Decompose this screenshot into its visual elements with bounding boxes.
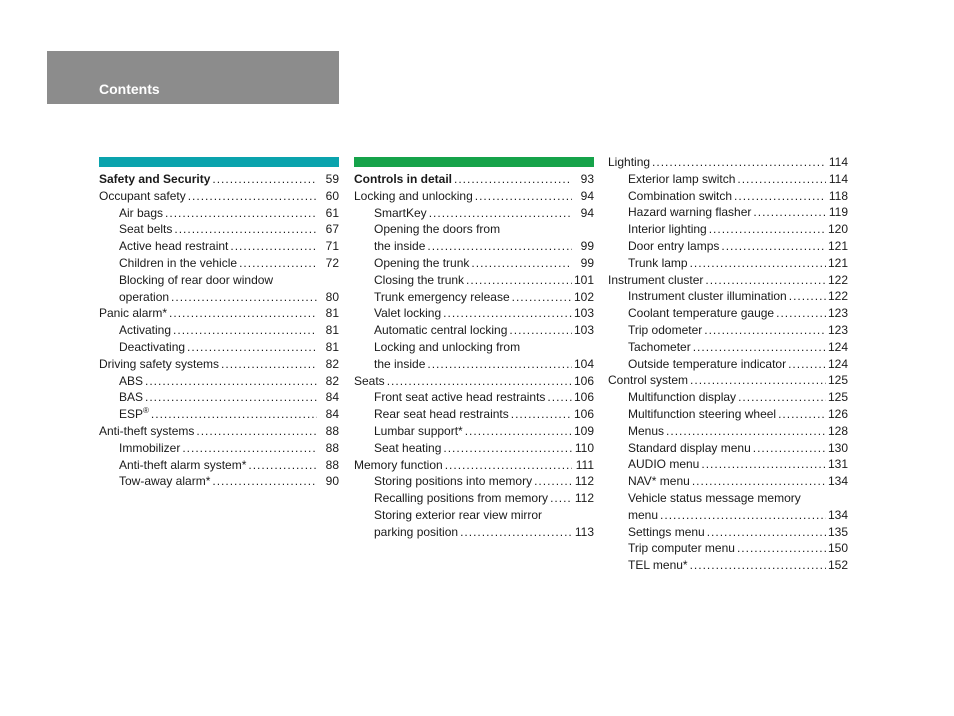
toc-entry-label: Standard display menu bbox=[628, 440, 751, 455]
toc-entry[interactable] bbox=[608, 406, 848, 423]
dot-leader bbox=[788, 356, 826, 373]
dot-leader bbox=[709, 221, 826, 238]
toc-entry-label: Automatic central locking bbox=[374, 323, 508, 338]
toc-entry[interactable] bbox=[608, 540, 848, 557]
toc-entry[interactable] bbox=[99, 305, 339, 322]
dot-leader bbox=[789, 288, 826, 305]
toc-entry-label: Closing the trunk bbox=[374, 272, 465, 287]
toc-page-number: 135 bbox=[827, 524, 848, 539]
toc-column-3 bbox=[608, 157, 848, 574]
toc-entry-label: Door entry lamps bbox=[628, 238, 720, 253]
toc-page-number: 81 bbox=[325, 306, 339, 321]
toc-page-number: 111 bbox=[575, 457, 594, 472]
toc-entry-label: Settings menu bbox=[628, 524, 705, 539]
toc-entry[interactable] bbox=[354, 339, 594, 356]
toc-entry[interactable] bbox=[99, 255, 339, 272]
dot-leader bbox=[509, 322, 572, 339]
dot-leader bbox=[534, 473, 572, 490]
dot-leader bbox=[443, 305, 572, 322]
toc-entry-label: Instrument cluster illumination bbox=[628, 289, 787, 304]
toc-page-number: 112 bbox=[574, 491, 594, 506]
toc-page-number: 150 bbox=[827, 541, 848, 556]
dot-leader bbox=[511, 406, 572, 423]
toc-entry-label: Tachometer bbox=[628, 339, 691, 354]
toc-entry[interactable] bbox=[608, 305, 848, 322]
dot-leader bbox=[445, 457, 572, 474]
toc-entry-label: Blocking of rear door window bbox=[119, 272, 274, 287]
toc-entry[interactable] bbox=[99, 238, 339, 255]
toc-entry[interactable] bbox=[99, 171, 339, 188]
toc-entry[interactable] bbox=[99, 272, 339, 289]
dot-leader bbox=[666, 423, 826, 440]
toc-entry[interactable] bbox=[354, 373, 594, 390]
dot-leader bbox=[690, 372, 826, 389]
toc-entry[interactable] bbox=[99, 289, 339, 306]
dot-leader bbox=[465, 423, 572, 440]
toc-page-number: 106 bbox=[573, 407, 594, 422]
toc-page-number: 113 bbox=[574, 524, 594, 539]
dot-leader bbox=[387, 373, 572, 390]
toc-entry[interactable] bbox=[354, 440, 594, 457]
toc-entry-label: Combination switch bbox=[628, 188, 733, 203]
dot-leader bbox=[778, 406, 826, 423]
toc-page-number: 121 bbox=[827, 255, 848, 270]
dot-leader bbox=[466, 272, 572, 289]
toc-page-number: 93 bbox=[580, 172, 594, 186]
toc-entry-label: Exterior lamp switch bbox=[628, 171, 736, 186]
toc-page-number: 106 bbox=[573, 373, 594, 388]
toc-entry[interactable] bbox=[99, 322, 339, 339]
toc-entries bbox=[99, 171, 339, 490]
dot-leader bbox=[443, 440, 572, 457]
toc-entry[interactable] bbox=[99, 423, 339, 440]
toc-entry-label: Outside temperature indicator bbox=[628, 356, 787, 371]
dot-leader bbox=[212, 473, 317, 490]
toc-page-number: 60 bbox=[325, 188, 339, 203]
toc-entry-label: ESP® bbox=[119, 406, 149, 422]
toc-entry[interactable] bbox=[354, 188, 594, 205]
dot-leader bbox=[248, 457, 317, 474]
toc-page-number: 114 bbox=[828, 171, 848, 186]
toc-entry[interactable] bbox=[354, 423, 594, 440]
toc-page-number: 71 bbox=[325, 239, 339, 254]
toc-page-number: 130 bbox=[827, 440, 848, 455]
toc-page-number: 99 bbox=[580, 239, 594, 254]
toc-page-number: 123 bbox=[827, 306, 848, 321]
toc-page-number: 81 bbox=[325, 339, 339, 354]
toc-entry[interactable] bbox=[354, 389, 594, 406]
toc-entry[interactable] bbox=[99, 205, 339, 222]
toc-page-number: 88 bbox=[325, 457, 339, 472]
toc-entry[interactable] bbox=[608, 423, 848, 440]
dot-leader bbox=[692, 473, 826, 490]
toc-page-number: 101 bbox=[573, 272, 594, 287]
toc-entry[interactable] bbox=[354, 221, 594, 238]
dot-leader bbox=[230, 238, 317, 255]
toc-page-number: 103 bbox=[573, 323, 594, 338]
toc-entry[interactable] bbox=[99, 339, 339, 356]
toc-entry-label: Multifunction steering wheel bbox=[628, 406, 777, 421]
toc-entry[interactable] bbox=[354, 255, 594, 272]
toc-page-number: 88 bbox=[325, 423, 339, 438]
toc-entry[interactable] bbox=[354, 507, 594, 524]
toc-entry-label: BAS bbox=[119, 390, 144, 405]
dot-leader bbox=[454, 171, 572, 188]
toc-entry-label: Rear seat head restraints bbox=[374, 407, 509, 422]
toc-entry[interactable] bbox=[608, 389, 848, 406]
toc-page-number: 122 bbox=[827, 289, 848, 304]
dot-leader bbox=[512, 289, 572, 306]
toc-page-number: 119 bbox=[828, 205, 848, 220]
toc-entry[interactable] bbox=[608, 557, 848, 574]
dot-leader bbox=[690, 255, 826, 272]
toc-entry-label: TEL menu* bbox=[628, 558, 688, 573]
toc-entry-label: Menus bbox=[628, 423, 665, 438]
toc-page-number: 128 bbox=[827, 423, 848, 438]
dot-leader bbox=[151, 406, 317, 423]
toc-page-number: 59 bbox=[325, 172, 339, 186]
toc-entries bbox=[354, 171, 594, 541]
toc-column-1 bbox=[99, 157, 339, 490]
toc-entry[interactable] bbox=[608, 524, 848, 541]
dot-leader bbox=[690, 557, 826, 574]
toc-entries bbox=[608, 154, 848, 574]
toc-entry[interactable] bbox=[608, 339, 848, 356]
toc-page-number: 82 bbox=[325, 373, 339, 388]
toc-page-number: 84 bbox=[325, 390, 339, 405]
toc-page-number: 125 bbox=[827, 373, 848, 388]
dot-leader bbox=[427, 238, 572, 255]
toc-entry-label: Locking and unlocking from bbox=[374, 339, 521, 354]
dot-leader bbox=[460, 524, 572, 541]
dot-leader bbox=[429, 205, 572, 222]
dot-leader bbox=[707, 524, 826, 541]
dot-leader bbox=[737, 171, 826, 188]
toc-page-number: 81 bbox=[325, 323, 339, 338]
toc-entry[interactable] bbox=[608, 171, 848, 188]
toc-entry-label: Instrument cluster bbox=[608, 272, 704, 287]
toc-entry-label: Active head restraint bbox=[119, 239, 229, 254]
toc-entry-label: Activating bbox=[119, 323, 172, 338]
toc-entry[interactable] bbox=[608, 372, 848, 389]
toc-entry[interactable] bbox=[354, 238, 594, 255]
toc-entry[interactable] bbox=[354, 406, 594, 423]
dot-leader bbox=[550, 490, 572, 507]
dot-leader bbox=[171, 289, 317, 306]
dot-leader bbox=[734, 188, 826, 205]
toc-page-number: 99 bbox=[580, 255, 594, 270]
toc-entry[interactable] bbox=[608, 238, 848, 255]
toc-entry[interactable] bbox=[99, 406, 339, 423]
toc-entry[interactable] bbox=[608, 221, 848, 238]
toc-entry-label: Trunk emergency release bbox=[374, 289, 510, 304]
toc-entry-label: Interior lighting bbox=[628, 222, 707, 237]
toc-page-number: 103 bbox=[573, 306, 594, 321]
toc-page-number: 84 bbox=[325, 407, 339, 422]
toc-page-number: 123 bbox=[827, 322, 848, 337]
toc-page-number: 124 bbox=[827, 356, 848, 371]
section-bar-safety bbox=[99, 157, 339, 167]
dot-leader bbox=[652, 154, 826, 171]
toc-entry-label: Panic alarm* bbox=[99, 306, 168, 321]
toc-entry[interactable] bbox=[354, 171, 594, 188]
toc-entry-label: Immobilizer bbox=[119, 440, 181, 455]
toc-entry[interactable] bbox=[99, 457, 339, 474]
toc-entry-label: Seat heating bbox=[374, 440, 442, 455]
toc-entry-label: Deactivating bbox=[119, 339, 186, 354]
toc-page-number: 110 bbox=[574, 440, 594, 455]
toc-entry-label: SmartKey bbox=[374, 205, 427, 220]
toc-entry[interactable] bbox=[608, 255, 848, 272]
dot-leader bbox=[753, 204, 826, 221]
toc-entry[interactable] bbox=[608, 490, 848, 507]
toc-page-number: 94 bbox=[580, 188, 594, 203]
toc-entry[interactable] bbox=[354, 205, 594, 222]
toc-entry[interactable] bbox=[608, 188, 848, 205]
header-band bbox=[47, 51, 339, 104]
toc-page-number: 72 bbox=[325, 255, 339, 270]
toc-entry[interactable] bbox=[608, 322, 848, 339]
toc-entry-label: Coolant temperature gauge bbox=[628, 306, 775, 321]
toc-entry-label: Locking and unlocking bbox=[354, 188, 473, 203]
toc-page-number: 124 bbox=[827, 339, 848, 354]
toc-page-number: 126 bbox=[827, 406, 848, 421]
toc-page-number: 118 bbox=[828, 188, 848, 203]
toc-entry[interactable] bbox=[99, 373, 339, 390]
dot-leader bbox=[221, 356, 317, 373]
dot-leader bbox=[173, 322, 317, 339]
toc-entry-label: Lumbar support* bbox=[374, 423, 463, 438]
toc-entry-label: Lighting bbox=[608, 155, 651, 169]
dot-leader bbox=[721, 238, 826, 255]
dot-leader bbox=[188, 188, 317, 205]
toc-page-number: 109 bbox=[573, 423, 594, 438]
toc-page-number: 82 bbox=[325, 356, 339, 371]
toc-page-number: 134 bbox=[827, 507, 848, 522]
toc-entry-label: Recalling positions from memory bbox=[374, 491, 549, 506]
toc-entry[interactable] bbox=[99, 389, 339, 406]
toc-entry-label: Safety and Security bbox=[99, 172, 211, 186]
toc-page-number: 114 bbox=[828, 155, 848, 169]
toc-entry-label: the inside bbox=[374, 356, 426, 371]
toc-entry[interactable] bbox=[354, 322, 594, 339]
toc-column-2 bbox=[354, 157, 594, 541]
toc-entry-label: NAV* menu bbox=[628, 474, 690, 489]
dot-leader bbox=[145, 373, 317, 390]
dot-leader bbox=[660, 507, 826, 524]
toc-entry-label: Trip odometer bbox=[628, 322, 703, 337]
toc-entry-label: Seats bbox=[354, 373, 385, 388]
toc-entry[interactable] bbox=[608, 507, 848, 524]
toc-entry[interactable] bbox=[99, 188, 339, 205]
toc-entry[interactable] bbox=[354, 356, 594, 373]
toc-page-number: 106 bbox=[573, 390, 594, 405]
dot-leader bbox=[239, 255, 317, 272]
toc-entry[interactable] bbox=[354, 289, 594, 306]
toc-page-number: 90 bbox=[325, 474, 339, 489]
toc-page-number: 152 bbox=[827, 558, 848, 573]
page-title: Contents bbox=[99, 81, 160, 97]
toc-page-number: 102 bbox=[573, 289, 594, 304]
toc-entry[interactable] bbox=[608, 440, 848, 457]
dot-leader bbox=[738, 389, 826, 406]
dot-leader bbox=[693, 339, 826, 356]
registered-mark: ® bbox=[143, 406, 149, 416]
dot-leader bbox=[427, 356, 572, 373]
dot-leader bbox=[165, 205, 317, 222]
toc-entry[interactable] bbox=[608, 473, 848, 490]
toc-entry-label: Multifunction display bbox=[628, 390, 737, 405]
toc-entry-label: AUDIO menu bbox=[628, 457, 700, 472]
toc-entry-label: Storing positions into memory bbox=[374, 474, 533, 489]
toc-entry[interactable] bbox=[354, 457, 594, 474]
toc-entry-label: Valet locking bbox=[374, 306, 442, 321]
toc-entry-label: operation bbox=[119, 289, 170, 304]
toc-entry[interactable] bbox=[99, 440, 339, 457]
toc-entry-label: Seat belts bbox=[119, 222, 173, 237]
toc-entry-label: Vehicle status message memory bbox=[628, 490, 801, 505]
dot-leader bbox=[701, 456, 826, 473]
toc-entry-label: Driving safety systems bbox=[99, 356, 220, 371]
toc-page-number: 112 bbox=[574, 474, 594, 489]
dot-leader bbox=[705, 272, 826, 289]
toc-entry-label: Occupant safety bbox=[99, 188, 186, 203]
toc-entry-label: Hazard warning flasher bbox=[628, 205, 752, 220]
toc-entry-label: Opening the doors from bbox=[374, 222, 501, 237]
toc-entry-label: Control system bbox=[608, 373, 689, 388]
section-bar-controls bbox=[354, 157, 594, 167]
toc-page-number: 80 bbox=[325, 289, 339, 304]
toc-page-number: 134 bbox=[827, 474, 848, 489]
toc-entry-label: Trunk lamp bbox=[628, 255, 688, 270]
toc-entry[interactable] bbox=[608, 204, 848, 221]
toc-entry-label: Children in the vehicle bbox=[119, 255, 238, 270]
toc-entry-label: ABS bbox=[119, 373, 144, 388]
toc-page-number: 94 bbox=[580, 205, 594, 220]
dot-leader bbox=[547, 389, 572, 406]
toc-entry[interactable] bbox=[354, 524, 594, 541]
toc-entry[interactable] bbox=[354, 305, 594, 322]
toc-entry[interactable] bbox=[354, 473, 594, 490]
dot-leader bbox=[737, 540, 826, 557]
dot-leader bbox=[145, 389, 317, 406]
toc-page-number: 125 bbox=[827, 390, 848, 405]
toc-entry[interactable] bbox=[608, 456, 848, 473]
toc-entry-label: the inside bbox=[374, 239, 426, 254]
toc-entry-label: Anti-theft systems bbox=[99, 423, 195, 438]
dot-leader bbox=[753, 440, 826, 457]
dot-leader bbox=[196, 423, 317, 440]
toc-entry-label: parking position bbox=[374, 524, 459, 539]
toc-entry-label: menu bbox=[628, 507, 659, 522]
dot-leader bbox=[169, 305, 317, 322]
dot-leader bbox=[704, 322, 826, 339]
toc-entry[interactable] bbox=[354, 272, 594, 289]
toc-entry[interactable] bbox=[99, 473, 339, 490]
toc-page-number: 88 bbox=[325, 440, 339, 455]
toc-entry-label: Controls in detail bbox=[354, 172, 453, 186]
toc-entry[interactable] bbox=[354, 490, 594, 507]
toc-entry[interactable] bbox=[99, 356, 339, 373]
dot-leader bbox=[212, 171, 317, 188]
toc-page-number: 61 bbox=[325, 205, 339, 220]
toc-page-number: 104 bbox=[573, 356, 594, 371]
toc-page-number: 120 bbox=[827, 222, 848, 237]
toc-page-number: 67 bbox=[325, 222, 339, 237]
toc-entry[interactable] bbox=[608, 272, 848, 289]
toc-entry-label: Opening the trunk bbox=[374, 255, 470, 270]
toc-page-number: 131 bbox=[827, 457, 848, 472]
toc-entry-label: Tow-away alarm* bbox=[119, 474, 211, 489]
toc-entry-label: Anti-theft alarm system* bbox=[119, 457, 247, 472]
toc-page-number: 122 bbox=[827, 272, 848, 287]
dot-leader bbox=[475, 188, 572, 205]
dot-leader bbox=[182, 440, 317, 457]
toc-entry-label: Front seat active head restraints bbox=[374, 390, 546, 405]
toc-entry-label: Air bags bbox=[119, 205, 164, 220]
toc-entry-label: Trip computer menu bbox=[628, 541, 735, 556]
toc-entry[interactable] bbox=[99, 221, 339, 238]
dot-leader bbox=[187, 339, 317, 356]
toc-page-number: 121 bbox=[827, 238, 848, 253]
dot-leader bbox=[174, 221, 317, 238]
toc-entry-label: Storing exterior rear view mirror bbox=[374, 507, 543, 522]
dot-leader bbox=[471, 255, 572, 272]
dot-leader bbox=[776, 305, 826, 322]
toc-entry-label: Memory function bbox=[354, 457, 443, 472]
toc-entry[interactable] bbox=[608, 356, 848, 373]
toc-entry[interactable] bbox=[608, 154, 848, 171]
toc-entry[interactable] bbox=[608, 288, 848, 305]
